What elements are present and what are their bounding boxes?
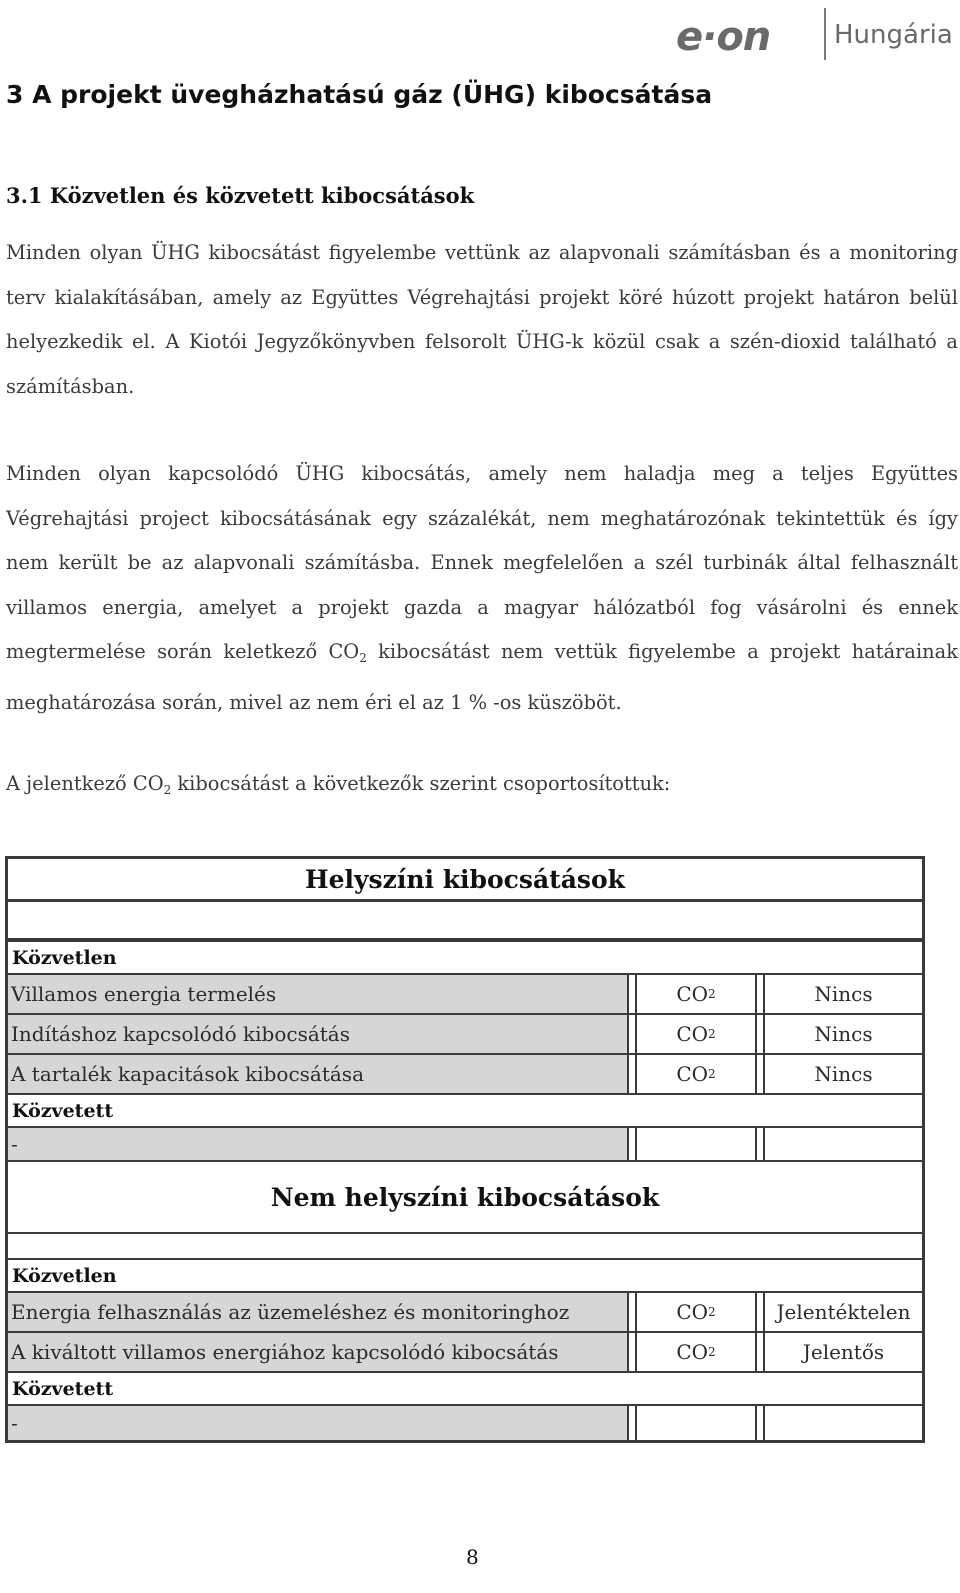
table-cell-significance: Jelentéktelen <box>776 1300 911 1324</box>
table-title-onsite: Helyszíni kibocsátások <box>8 859 922 902</box>
table-cell-gas: CO 2 <box>637 1015 757 1053</box>
logo-divider <box>824 8 826 60</box>
table-category-indirect: Közvetett <box>8 1373 922 1406</box>
table-cell-gas: CO 2 <box>637 975 757 1013</box>
table-cell-source: - <box>8 1128 629 1160</box>
table-cell-source: - <box>8 1406 629 1440</box>
paragraph-2-text-a: Minden olyan kapcsolódó ÜHG kibocsátás, amely nem haladja meg a teljes Együttes Végrehajtási project kibocsátásának egy százalékát, nem meghatározónak tekintettük és így nem került be az alapvonali számításba. Ennek megfelelően a szél turbinák által felhasznált villamos energia, amelyet a projekt gazda a magyar hálózatból fog vásárolni és ennek megtermelése során keletkező CO <box>6 462 958 663</box>
section-heading: 3 A projekt üvegházhatású gáz (ÜHG) kibocsátása <box>6 80 713 109</box>
table-cell-significance: Nincs <box>814 1062 873 1086</box>
table-row <box>8 1055 922 1095</box>
table-cell-source: Indításhoz kapcsolódó kibocsátás <box>8 1015 629 1053</box>
table-category-direct: Közvetlen <box>8 1260 922 1293</box>
table-row <box>8 1015 922 1055</box>
paragraph-3-text-a: A jelentkező CO <box>6 772 164 795</box>
table-cell-source: A kiváltott villamos energiához kapcsolódó kibocsátás <box>8 1333 629 1371</box>
table-category-direct: Közvetlen <box>8 942 922 975</box>
eon-hungaria-logo <box>676 6 954 62</box>
eon-logo-wordmark: e·on <box>676 14 771 60</box>
paragraph-1: Minden olyan ÜHG kibocsátást figyelembe vettünk az alapvonali számításban és a monitoring terv kialakításában, amely az Együttes Végrehajtási projekt köré húzott projekt határon belül helyezkedik el. A Kiotói Jegyzőkönyvben felsorolt ÜHG-k közül csak a szén-dioxid található a számításban. <box>6 241 958 398</box>
page-number: 8 <box>466 1545 479 1569</box>
table-row <box>8 1406 922 1440</box>
paragraph-2 <box>6 452 958 725</box>
table-cell-significance: Jelentős <box>802 1340 885 1364</box>
table-cell-gas: CO 2 <box>637 1293 757 1331</box>
paragraph-2-subscript: 2 <box>359 651 367 665</box>
subsection-heading: 3.1 Közvetlen és közvetett kibocsátások <box>6 183 475 208</box>
table-cell-gas: CO 2 <box>637 1055 757 1093</box>
table-blank-row <box>8 1234 922 1260</box>
table-row <box>8 1293 922 1333</box>
paragraph-2-text-b: kibocsátást nem vettük figyelembe a projekt határainak meghatározása során, mivel az nem éri el az 1 % -os küszöböt. <box>6 640 958 714</box>
table-cell-source: Villamos energia termelés <box>8 975 629 1013</box>
table-row <box>8 1128 922 1162</box>
table-cell-gas: CO 2 <box>637 1333 757 1371</box>
table-cell-significance: Nincs <box>814 1022 873 1046</box>
table-blank-row <box>8 902 922 942</box>
emissions-table <box>5 856 925 1443</box>
table-cell-significance: Nincs <box>814 982 873 1006</box>
table-cell-source: Energia felhasználás az üzemeléshez és monitoringhoz <box>8 1293 629 1331</box>
table-category-indirect: Közvetett <box>8 1095 922 1128</box>
logo-subtitle: Hungária <box>834 20 953 50</box>
table-row <box>8 975 922 1015</box>
paragraph-3-text-b: kibocsátást a következők szerint csoportosítottuk: <box>171 772 671 795</box>
paragraph-3 <box>6 762 958 813</box>
paragraph-3-subscript: 2 <box>163 783 172 797</box>
table-cell-source: A tartalék kapacitások kibocsátása <box>8 1055 629 1093</box>
table-row <box>8 1333 922 1373</box>
table-title-offsite: Nem helyszíni kibocsátások <box>8 1162 922 1234</box>
